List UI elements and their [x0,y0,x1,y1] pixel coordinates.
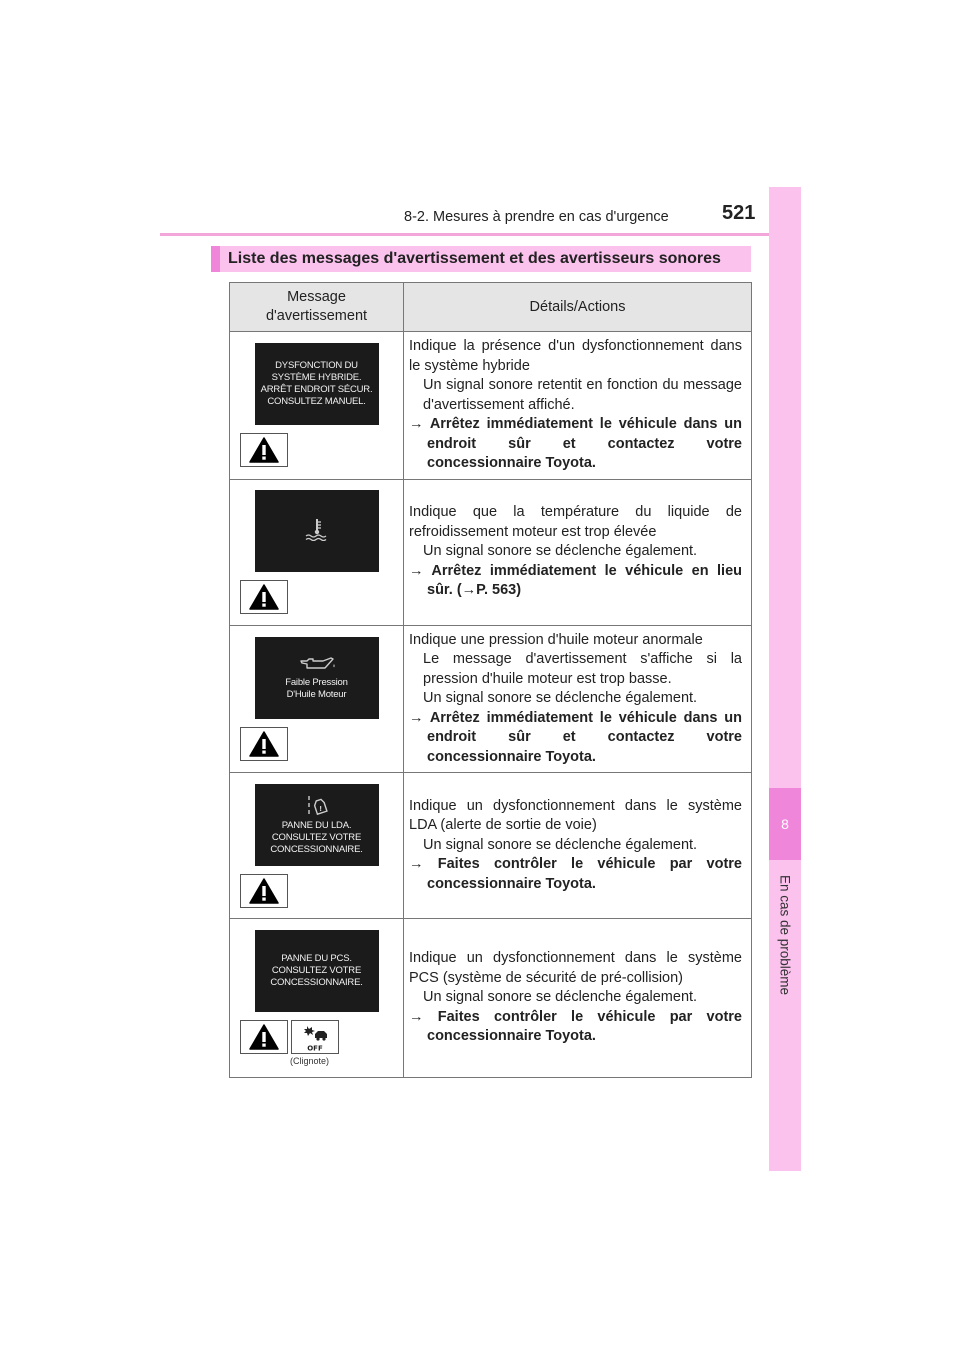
details-cell [404,625,752,773]
note: Un signal sonore se déclenche également. [423,690,698,706]
master-warning-indicator [240,1020,288,1054]
table-header-row [230,283,752,332]
page-number: 521 [722,202,756,224]
screen-line: CONSULTEZ VOTRE [271,831,362,843]
chapter-side-tab [769,187,801,1171]
description: Indique un dysfonctionnement dans le système LDA (alerte de sortie de voie) [409,797,742,834]
screen-line: CONSULTEZ MANUEL. [267,396,366,408]
indicator-row [240,1020,403,1054]
display-message-screen [255,637,379,719]
action [409,1008,742,1047]
arrow-icon: → [461,582,477,599]
action [409,855,742,894]
page-reference-link[interactable]: P. 563 [476,582,517,599]
screen-line: PANNE DU PCS. [281,953,352,964]
note: Un signal sonore se déclenche également. [423,543,698,560]
message-cell [230,773,404,919]
arrow-icon: → [409,416,424,432]
oil-can-icon [297,655,337,673]
action-text: ) [516,582,522,599]
display-message-screen [255,490,379,572]
master-warning-indicator [240,580,288,614]
message-cell [230,919,404,1078]
screen-line: SYSTÈME HYBRIDE. [271,372,362,384]
master-warning-indicator [240,874,288,908]
action-text: Arrêtez immédiatement le véhicule dans un endroit sûr et contactez votre concessionnaire Toyota. [427,416,742,471]
details-cell [404,479,752,625]
description: Indique la présence d'un dysfonctionnement dans le système hybride [409,338,742,374]
display-message-screen [255,784,379,866]
action-text: Arrêtez immédiatement le véhicule en lieu sûr. ( [427,562,742,599]
column-header-message-line1: Message [287,289,346,305]
chapter-label: En cas de problème [777,874,793,996]
arrow-icon: → [409,856,424,873]
svg-text:!: ! [318,804,322,813]
screen-line: DYSFONCTION DU [275,360,358,372]
warning-triangle-icon [249,437,279,463]
details-cell [404,919,752,1078]
pcs-off-label: OFF [307,1044,323,1052]
display-message-screen [255,930,379,1012]
table-row [230,332,752,480]
indicator-row [240,727,403,761]
action [409,562,742,601]
table-row [230,625,752,773]
table-row [230,919,752,1078]
note: Un signal sonore retentit en fonction du message d'avertissement affiché. [423,377,742,413]
warning-triangle-icon [249,1024,279,1050]
pcs-off-indicator [291,1020,339,1054]
screen-line: CONSULTEZ VOTRE [271,965,362,976]
section-heading: Liste des messages d'avertissement et des avertisseurs sonores [211,246,751,272]
description: Indique une pression d'huile moteur anormale [409,631,703,648]
header-rule [160,233,800,236]
screen-line: CONCESSIONNAIRE. [270,977,363,988]
indicator-row [240,874,403,908]
column-header-message-line2: d'avertissement [265,308,368,324]
action [409,709,742,768]
description: Indique un dysfonctionnement dans le système PCS (système de sécurité de pré-collision) [409,950,742,986]
arrow-icon: → [409,1008,424,1025]
details-cell [404,773,752,919]
coolant-temperature-icon [304,517,330,541]
warning-table [229,282,752,1078]
warning-triangle-icon [249,731,279,757]
action-text: Faites contrôler le véhicule par votre concessionnaire Toyota. [427,856,742,892]
warning-triangle-icon [249,878,279,904]
master-warning-indicator [240,433,288,467]
indicator-row [240,433,403,467]
note: Un signal sonore se déclenche également. [423,989,698,1006]
screen-line: D'Huile Moteur [286,688,347,700]
indicator-row [240,580,403,614]
arrow-icon: → [409,562,424,579]
table-row [230,773,752,919]
screen-line: CONCESSIONNAIRE. [270,843,363,855]
column-header-details: Détails/Actions [404,283,752,332]
pcs-collision-icon [297,1022,333,1052]
screen-line: ARRÊT ENDROIT SÉCUR. [260,384,373,396]
action-text: Arrêtez immédiatement le véhicule dans un endroit sûr et contactez votre concessionnaire Toyota. [427,709,742,765]
display-message-screen [255,343,379,425]
description: Indique que la température du liquide de refroidissement moteur est trop élevée [409,504,742,540]
screen-line: Faible Pression [285,676,348,688]
message-cell [230,479,404,625]
table-row [230,479,752,625]
note: Le message d'avertissement s'affiche si la pression d'huile moteur est trop basse. [423,651,742,687]
action [409,415,742,474]
column-header-message [230,283,404,332]
header-title: 8-2. Mesures à prendre en cas d'urgence [404,209,669,225]
master-warning-indicator [240,727,288,761]
blink-note: (Clignote) [290,1056,330,1066]
warning-triangle-icon [249,584,279,610]
lane-departure-icon [306,794,328,816]
action-text: Faites contrôler le véhicule par votre concessionnaire Toyota. [427,1008,742,1045]
arrow-icon: → [409,709,424,726]
details-cell [404,332,752,480]
note: Un signal sonore se déclenche également. [423,836,698,853]
screen-line: PANNE DU LDA. [281,819,352,831]
chapter-number-tab: 8 [769,788,801,860]
message-cell [230,332,404,480]
message-cell [230,625,404,773]
